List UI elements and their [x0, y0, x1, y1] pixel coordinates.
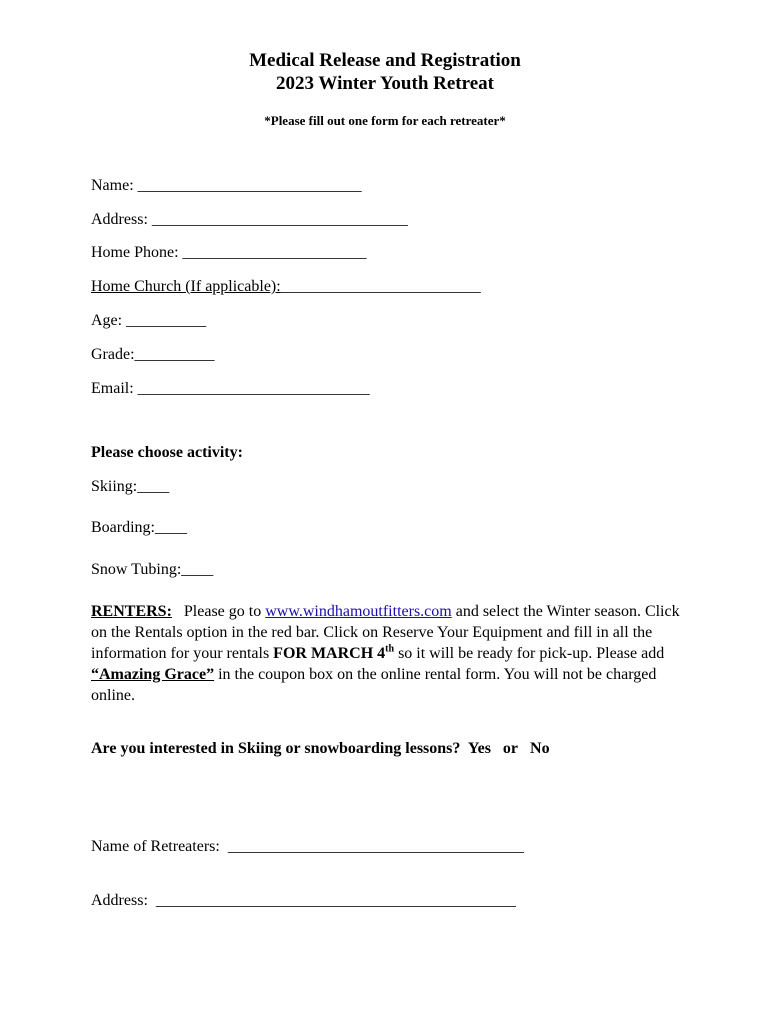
snow-tubing-label: Snow Tubing:	[91, 561, 182, 578]
form-instruction: *Please fill out one form for each retreater*	[264, 113, 506, 128]
activity-heading: Please choose activity:	[91, 444, 243, 461]
grade-field[interactable]	[91, 345, 215, 365]
grade-blank[interactable]: __________	[134, 346, 215, 363]
address-label: Address:	[91, 211, 148, 228]
home-church-field[interactable]	[91, 277, 481, 297]
name-label: Name:	[91, 177, 134, 194]
boarding-blank[interactable]: ____	[155, 519, 187, 536]
renters-label: RENTERS:	[91, 603, 172, 620]
retreaters-address-field[interactable]	[91, 891, 516, 911]
address-field[interactable]	[91, 210, 408, 230]
boarding-option[interactable]	[91, 518, 187, 538]
skiing-blank[interactable]: ____	[137, 478, 170, 495]
name-blank[interactable]: ____________________________	[137, 177, 362, 194]
retreaters-address-label: Address:	[91, 892, 148, 909]
email-blank[interactable]: _____________________________	[137, 380, 370, 397]
coupon-code: “Amazing Grace”	[91, 666, 215, 683]
age-blank[interactable]: __________	[126, 312, 207, 329]
lessons-no-option[interactable]: No	[530, 740, 550, 757]
retreaters-name-field[interactable]	[91, 837, 524, 857]
renters-date-text: FOR MARCH 4	[273, 645, 386, 662]
renters-text-1: Please go to	[183, 603, 266, 620]
snow-tubing-option[interactable]	[91, 560, 213, 580]
skiing-label: Skiing:	[91, 478, 138, 495]
email-label: Email:	[91, 380, 134, 397]
home-phone-label: Home Phone:	[91, 244, 179, 261]
renters-text-2: and select the Winter season. Click on the Rentals option in the red bar. Click on Reserve Your Equipment and fill in all the information for your rentals	[91, 603, 680, 662]
boarding-label: Boarding:	[91, 519, 155, 536]
lessons-or: or	[502, 740, 519, 757]
home-phone-field[interactable]	[91, 243, 367, 263]
grade-label: Grade:	[91, 346, 135, 363]
retreaters-address-blank[interactable]: _____________________________________________	[155, 892, 516, 909]
windham-outfitters-link[interactable]: www.windhamoutfitters.com	[265, 603, 452, 620]
home-church-blank[interactable]: _________________________	[280, 278, 481, 295]
retreaters-name-blank[interactable]: _____________________________________	[227, 838, 524, 855]
renters-date-sup: th	[385, 643, 395, 655]
lessons-question	[91, 739, 550, 759]
home-church-label: Home Church (If applicable):	[91, 278, 281, 295]
email-field[interactable]	[91, 379, 370, 399]
renters-date	[273, 645, 394, 662]
snow-tubing-blank[interactable]: ____	[181, 561, 214, 578]
title-line-1: Medical Release and Registration	[249, 50, 521, 71]
retreaters-name-label: Name of Retreaters:	[91, 838, 220, 855]
renters-text-3: so it will be ready for pick-up. Please add	[394, 645, 665, 662]
lessons-yes-option[interactable]: Yes	[467, 740, 491, 757]
skiing-option[interactable]	[91, 477, 169, 497]
age-label: Age:	[91, 312, 123, 329]
form-title	[0, 49, 770, 95]
title-line-2: 2023 Winter Youth Retreat	[276, 73, 494, 94]
home-phone-blank[interactable]: _______________________	[182, 244, 367, 261]
age-field[interactable]	[91, 311, 206, 331]
address-blank[interactable]: ________________________________	[151, 211, 408, 228]
lessons-question-text: Are you interested in Skiing or snowboarding lessons?	[91, 740, 461, 757]
renters-text-4: in the coupon box on the online rental form. You will not be charged online.	[91, 666, 657, 704]
renters-paragraph	[91, 601, 691, 706]
name-field[interactable]	[91, 176, 362, 196]
